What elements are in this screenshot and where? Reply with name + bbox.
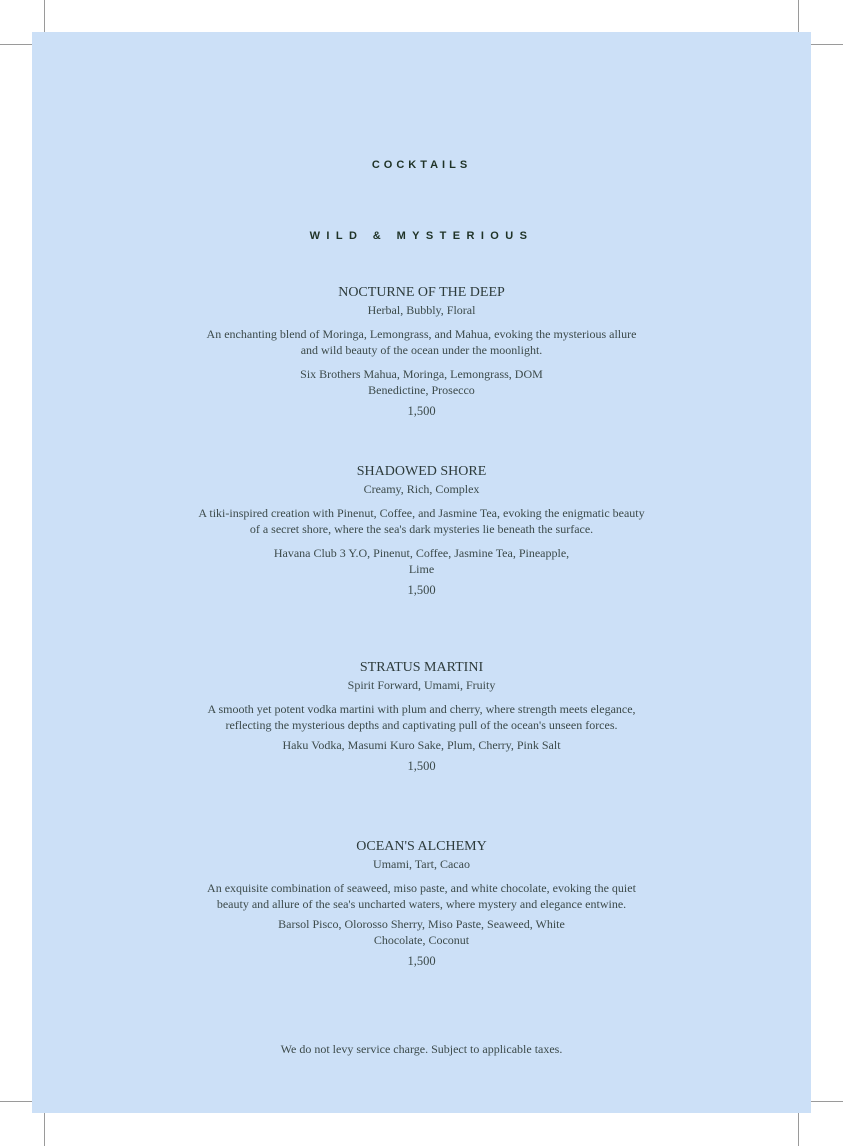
crop-mark — [0, 1101, 32, 1102]
drink-description: A tiki-inspired creation with Pinenut, Coffee, and Jasmine Tea, evoking the enigmatic beauty of a secret shore, where the sea's dark mysteries lie beneath the surface. — [198, 506, 645, 536]
crop-mark — [798, 1113, 799, 1146]
drink-description: A smooth yet potent vodka martini with plum and cherry, where strength meets elegance, reflecting the mysterious depths and captivating pull of the ocean's unseen forces. — [207, 702, 636, 732]
drink-ingredients: Six Brothers Mahua, Moringa, Lemongrass, DOM Benedictine, Prosecco — [300, 367, 543, 397]
drink-price: 1,500 — [407, 404, 436, 418]
drink-name: STRATUS MARTINI — [359, 660, 484, 675]
drink-profile: Spirit Forward, Umami, Fruity — [347, 678, 496, 692]
menu-category-title: COCKTAILS — [371, 159, 472, 171]
drink-item — [32, 838, 811, 970]
drink-item — [32, 463, 811, 599]
crop-mark — [811, 1101, 843, 1102]
drink-name: SHADOWED SHORE — [356, 464, 487, 479]
drink-name: OCEAN'S ALCHEMY — [356, 839, 487, 854]
drink-profile: Creamy, Rich, Complex — [363, 482, 480, 496]
crop-mark — [44, 0, 45, 32]
drink-profile: Umami, Tart, Cacao — [373, 857, 470, 871]
crop-mark — [0, 44, 32, 45]
drink-name: NOCTURNE OF THE DEEP — [338, 285, 505, 300]
drink-ingredients: Haku Vodka, Masumi Kuro Sake, Plum, Cherry, Pink Salt — [282, 738, 561, 752]
drink-profile: Herbal, Bubbly, Floral — [367, 303, 476, 317]
crop-mark — [44, 1113, 45, 1146]
drink-price: 1,500 — [407, 954, 436, 968]
drink-description: An exquisite combination of seaweed, miso paste, and white chocolate, evoking the quiet beauty and allure of the sea's uncharted waters, where mystery and elegance entwine. — [207, 881, 636, 911]
drink-item — [32, 284, 811, 420]
crop-mark — [811, 44, 843, 45]
drink-price: 1,500 — [407, 759, 436, 773]
menu-section-title: WILD & MYSTERIOUS — [309, 230, 534, 242]
drink-description: An enchanting blend of Moringa, Lemongrass, and Mahua, evoking the mysterious allure and wild beauty of the ocean under the moonlight. — [206, 327, 637, 357]
drink-item — [32, 659, 811, 775]
drink-ingredients: Havana Club 3 Y.O, Pinenut, Coffee, Jasmine Tea, Pineapple, Lime — [273, 546, 570, 576]
footer-note: We do not levy service charge. Subject to applicable taxes. — [280, 1042, 563, 1056]
drink-ingredients: Barsol Pisco, Olorosso Sherry, Miso Paste, Seaweed, White Chocolate, Coconut — [278, 917, 565, 947]
drink-price: 1,500 — [407, 583, 436, 597]
crop-mark — [798, 0, 799, 32]
